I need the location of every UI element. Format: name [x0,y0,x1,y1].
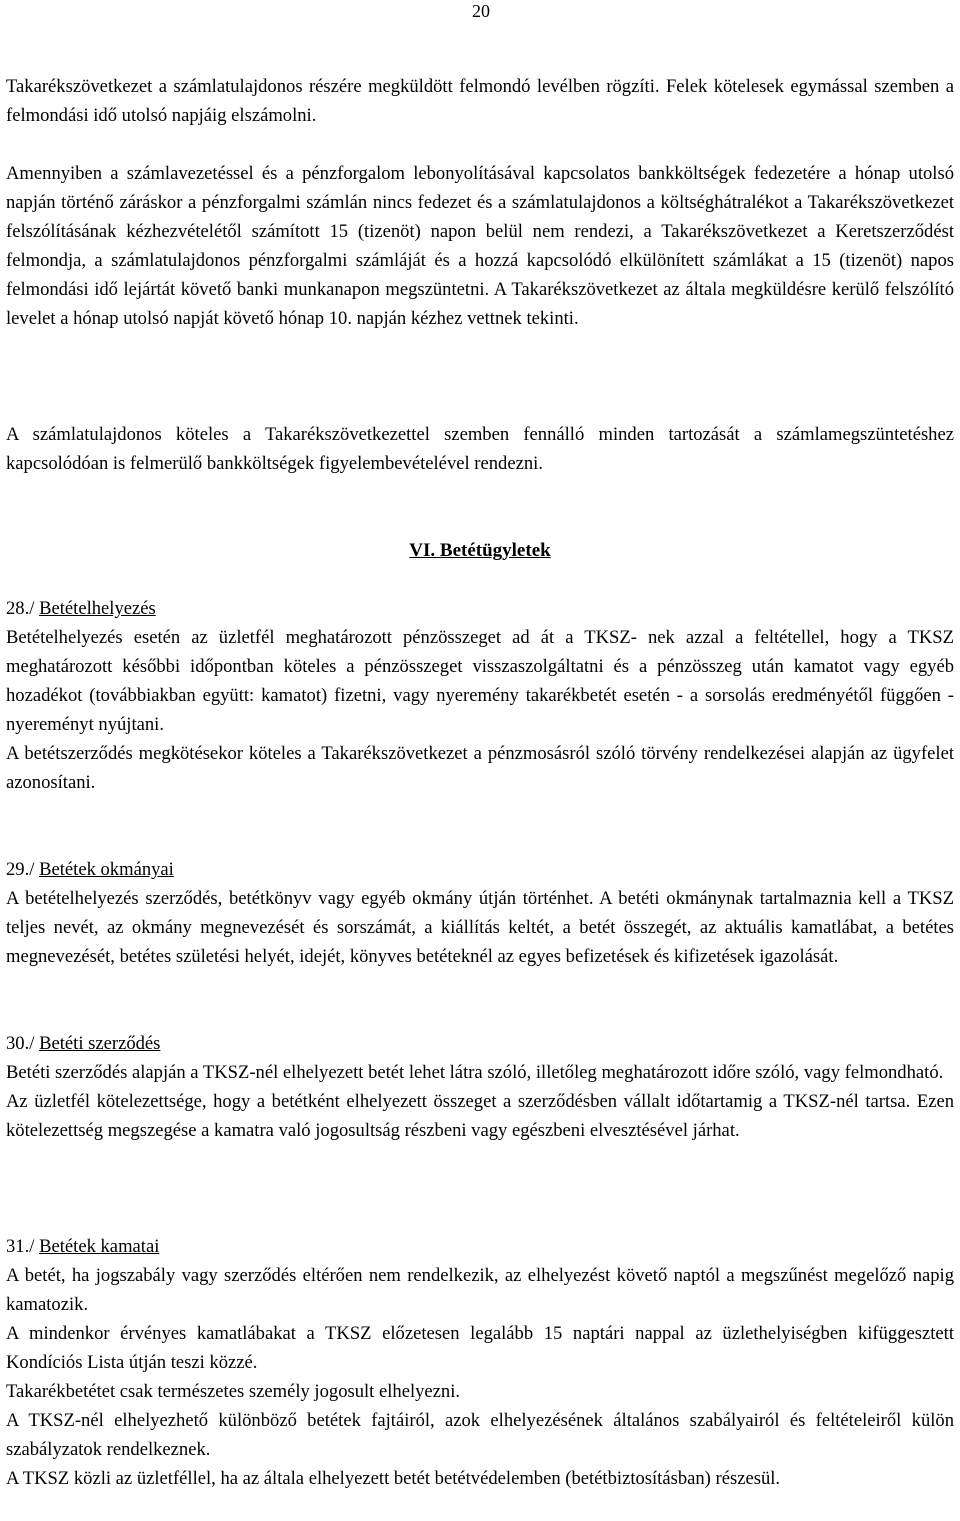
section-title: Betétek okmányai [39,859,174,880]
section-30 [6,1029,954,1145]
paragraph-text: Betéti szerződés alapján a TKSZ-nél elhelyezett betét lehet látra szóló, illetőleg meghatározott időre szóló, vagy felmondható. [6,1062,944,1083]
page-number: 20 [472,1,490,21]
section-heading [6,594,954,623]
paragraph-text: A betét, ha jogszabály vagy szerződés eltérően nem rendelkezik, az elhelyezést követő naptól a megszűnést megelőző napig kamatozik. [6,1265,954,1315]
section-heading [6,855,954,884]
paragraph-text: Takarékbetétet csak természetes személy jogosult elhelyezni. [6,1381,461,1402]
section-title: Betétek kamatai [39,1236,160,1257]
intro-paragraph-2 [6,159,954,333]
section-number: 31./ [6,1236,35,1257]
section-28 [6,594,954,797]
section-number: 29./ [6,859,35,880]
section-31 [6,1232,954,1493]
paragraph-text: A számlatulajdonos köteles a Takarékszövetkezettel szemben fennálló minden tartozását a számlamegszüntetéshez kapcsolódóan is felmerülő bankköltségek figyelembevételével rendezni. [6,424,954,474]
section-heading [6,1029,954,1058]
paragraph-text: A TKSZ közli az üzletféllel, ha az általa elhelyezett betét betétvédelemben (betétbiztosításban) részesül. [6,1468,781,1489]
paragraph-text: Az üzletfél kötelezettsége, hogy a betétként elhelyezett összeget a szerződésben vállalt időtartamig a TKSZ-nél tartsa. Ezen kötelezettség megszegése a kamatra való jogosultság részbeni vagy egészbeni elvesztésével járhat. [6,1091,954,1141]
section-title: Betételhelyezés [39,598,156,619]
intro-paragraph-3 [6,420,954,478]
section-number: 30./ [6,1033,35,1054]
paragraph-text: A TKSZ-nél elhelyezhető különböző betétek fajtáiról, azok elhelyezésének általános szabályairól és feltételeiről külön szabályzatok rendelkeznek. [6,1410,954,1460]
chapter-heading: VI. Betétügyletek [409,540,551,561]
intro-paragraph-1 [6,72,954,130]
paragraph-text: Betételhelyezés esetén az üzletfél meghatározott pénzösszeget ad át a TKSZ- nek azzal a feltétellel, hogy a TKSZ meghatározott későbbi időpontban köteles a pénzösszeget visszaszolgáltatni és a pénzösszeg után kamatot vagy egyéb hozadékot (továbbiakban együtt: kamatot) fizetni, vagy nyeremény takarékbetét esetén - a sorsolás eredményétől függően - nyereményt nyújtani. [6,627,954,735]
paragraph-text: Amennyiben a számlavezetéssel és a pénzforgalom lebonyolításával kapcsolatos bankköltségek fedezetére a hónap utolsó napján történő záráskor a pénzforgalmi számlán nincs fedezet és a számlatulajdonos a költséghátralékot a Takarékszövetkezet felszólításának kézhezvételétől számított 15 (tizenöt) napon belül nem rendezi, a Takarékszövetkezet a Keretszerződést felmondja, a számlatulajdonos pénzforgalmi számláját és a hozzá kapcsolódó elkülönített számlákat a 15 (tizenöt) napos felmondási idő lejártát követő banki munkanapon megszüntetni. A Takarékszövetkezet az általa megküldésre kerülő felszólító levelet a hónap utolsó napját követő hónap 10. napján kézhez vettnek tekinti. [6,163,954,329]
section-number: 28./ [6,598,35,619]
paragraph-text: A mindenkor érvényes kamatlábakat a TKSZ előzetesen legalább 15 naptári nappal az üzlethelyiségben kifüggesztett Kondíciós Lista útján teszi közzé. [6,1323,954,1373]
section-29 [6,855,954,971]
paragraph-text: Takarékszövetkezet a számlatulajdonos részére megküldött felmondó levélben rögzíti. Felek kötelesek egymással szemben a felmondási idő utolsó napjáig elszámolni. [6,76,954,126]
section-title: Betéti szerződés [39,1033,161,1054]
paragraph-text: A betételhelyezés szerződés, betétkönyv vagy egyéb okmány útján történhet. A betéti okmánynak tartalmaznia kell a TKSZ teljes nevét, az okmány megnevezését és sorszámát, a kiállítás keltét, a betét összegét, az aktuális kamatlábat, a betétes megnevezését, betétes születési helyét, idejét, könyves betéteknél az egyes befizetések és kifizetések igazolását. [6,888,954,967]
paragraph-text: A betétszerződés megkötésekor köteles a Takarékszövetkezet a pénzmosásról szóló törvény rendelkezései alapján az ügyfelet azonosítani. [6,743,954,793]
section-heading [6,1232,954,1261]
